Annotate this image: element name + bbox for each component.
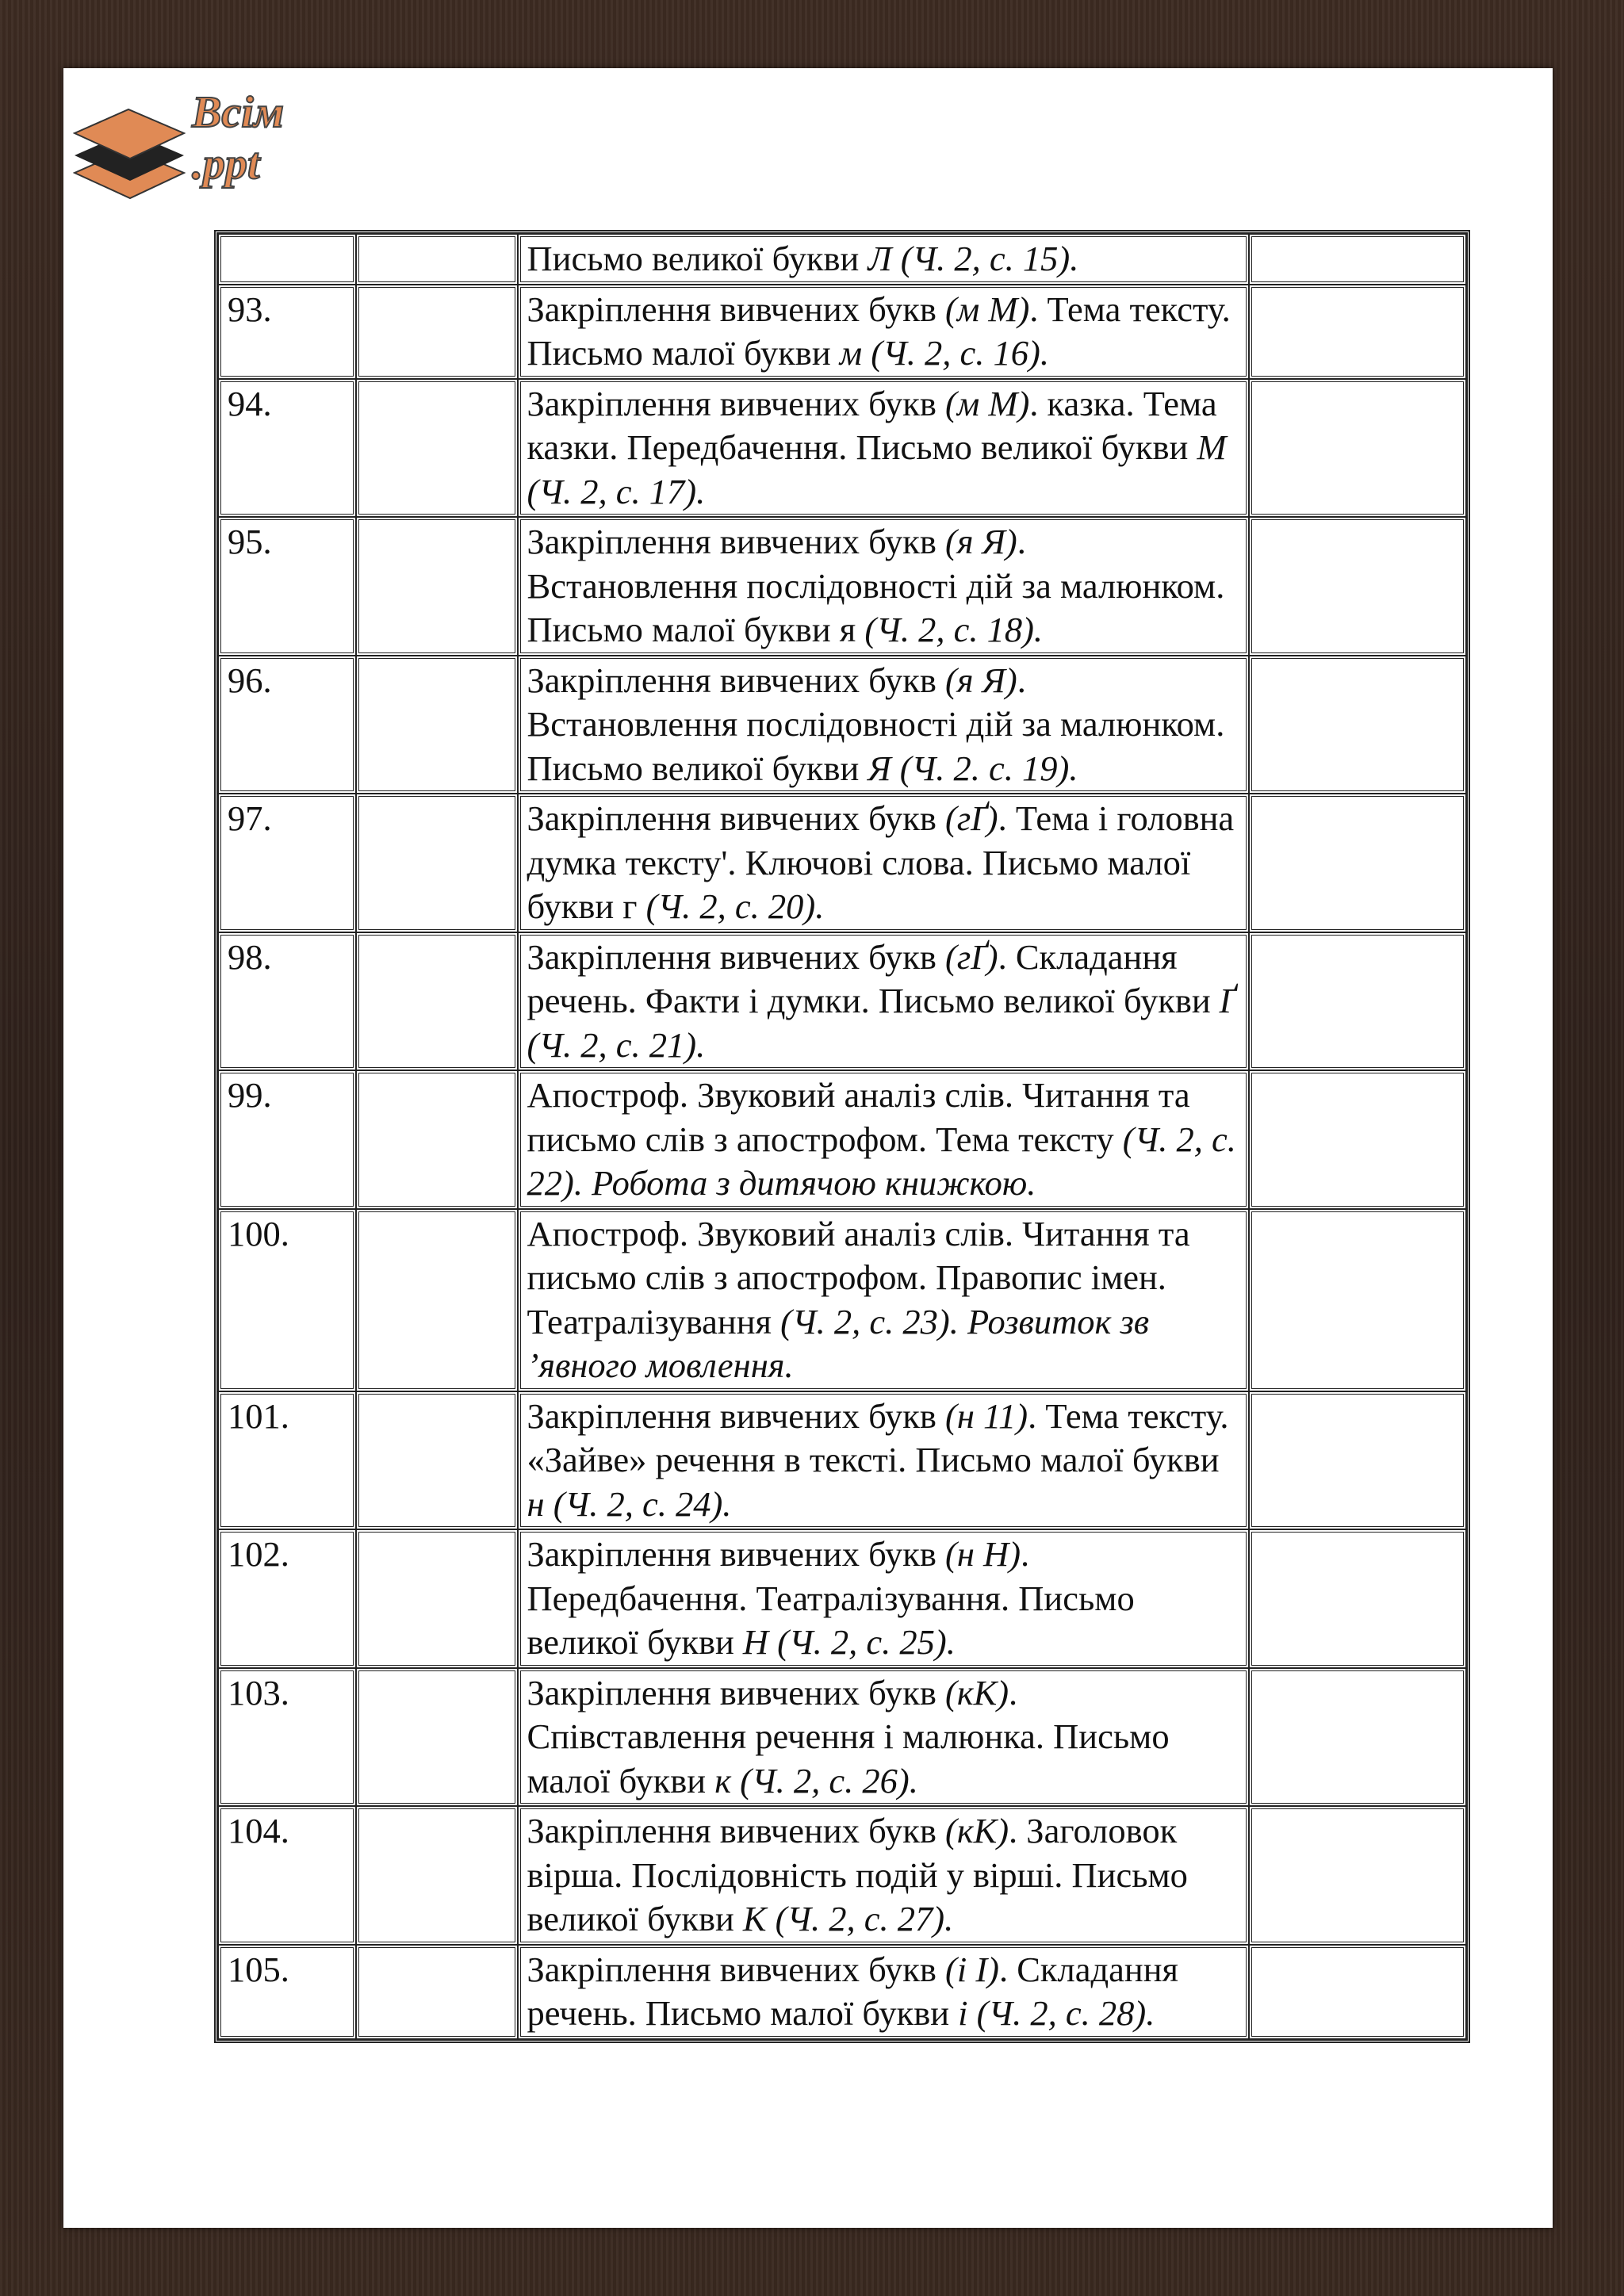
topic-italic-text: (Ч. 2, с. 20). [645,886,825,926]
notes-cell [1249,1391,1466,1530]
table-row [218,1668,1466,1807]
empty-cell [356,1945,518,2039]
topic-italic-text: н (Ч. 2, с. 24). [527,1483,732,1524]
notes-cell [1249,234,1466,285]
topic-italic-text: Н (Ч. 2, с. 25). [742,1622,956,1662]
lesson-topic [518,285,1250,379]
lesson-topic [518,1529,1250,1668]
topic-text: Закріплення вивчених букв [527,936,946,977]
table-row [218,234,1466,285]
lesson-number: 93. [218,285,356,379]
notes-cell [1249,285,1466,379]
topic-italic-text: (я Я) [945,660,1017,700]
topic-text: . казка. Тема казки. Передбачення. Письмо великої букви [527,383,1217,467]
topic-text: Закріплення вивчених букв [527,289,946,329]
topic-italic-text: м (Ч. 2, с. 16). [839,333,1049,373]
lesson-topic [518,1806,1250,1945]
topic-italic-text: (я Я) [945,522,1017,561]
lesson-topic [518,517,1250,656]
lesson-topic [518,794,1250,932]
table-row [218,1806,1466,1945]
topic-italic-text: (м М) [945,289,1030,329]
table-row [218,1391,1466,1530]
notes-cell [1249,517,1466,656]
empty-cell [356,234,518,285]
empty-cell [356,517,518,656]
topic-text: . Встановлення послідовності дій за малюнком. Письмо малої букви я [527,522,1225,649]
site-logo [73,79,327,206]
topic-text: Закріплення вивчених букв [527,1534,946,1574]
empty-cell [356,1529,518,1668]
notes-cell [1249,794,1466,932]
topic-italic-text: (гҐ) [945,798,998,838]
notes-cell [1249,1945,1466,2039]
lesson-topic [518,1668,1250,1807]
topic-italic-text: (кК) [945,1672,1009,1712]
table-row [218,379,1466,518]
table-row [218,1070,1466,1209]
table-row [218,517,1466,656]
topic-italic-text: Ґ (Ч. 2, с. 21). [527,981,1235,1065]
empty-cell [356,656,518,794]
lesson-number: 95. [218,517,356,656]
topic-text: . Складання речень. Факти і думки. Письмо великої букви [527,936,1220,1020]
topic-italic-text: (н Н) [945,1534,1021,1574]
notes-cell [1249,1529,1466,1668]
table-row [218,656,1466,794]
table-row [218,1529,1466,1668]
topic-text: Закріплення вивчених букв [527,1672,946,1712]
topic-text: Закріплення вивчених букв [527,1811,946,1850]
empty-cell [356,932,518,1071]
lesson-number: 98. [218,932,356,1071]
empty-cell [356,794,518,932]
notes-cell [1249,1668,1466,1807]
lesson-number: 99. [218,1070,356,1209]
lesson-plan-table [214,230,1470,2043]
topic-italic-text: (Ч. 2, с. 18). [864,610,1044,649]
topic-text: . Складання речень. Письмо малої букви [527,1949,1178,2033]
lesson-number: 96. [218,656,356,794]
lesson-number [218,234,356,285]
topic-text: Письмо великої букви [527,239,868,278]
topic-italic-text: (м М) [945,383,1030,423]
topic-italic-text: Л (Ч. 2, с. 15). [868,239,1079,278]
notes-cell [1249,932,1466,1071]
topic-text: Закріплення вивчених букв [527,1949,946,1989]
topic-text: Закріплення вивчених букв [527,522,946,561]
topic-italic-text: (кК) [945,1811,1009,1850]
lesson-topic [518,379,1250,518]
notes-cell [1249,1070,1466,1209]
topic-text: . Тема і головна думка тексту'. Ключові слова. Письмо малої букви г [527,798,1235,926]
topic-text: Закріплення вивчених букв [527,383,946,423]
empty-cell [356,1209,518,1391]
topic-text: . Встановлення послідовності дій за малюнком. Письмо великої букви [527,660,1225,788]
topic-text: Закріплення вивчених букв [527,660,946,700]
notes-cell [1249,379,1466,518]
notes-cell [1249,1209,1466,1391]
lesson-number: 104. [218,1806,356,1945]
topic-text: Апостроф. Звуковий аналіз слів. Читання та письмо слів з апострофом. Правопис імен. Театралізування [527,1213,1190,1341]
lesson-number: 103. [218,1668,356,1807]
logo-text-line1: Всім [192,88,285,137]
empty-cell [356,1070,518,1209]
notes-cell [1249,1806,1466,1945]
topic-italic-text: к (Ч. 2, с. 26). [714,1760,918,1800]
lesson-number: 100. [218,1209,356,1391]
topic-text: . Передбачення. Театралізування. Письмо великої букви [527,1534,1135,1662]
empty-cell [356,379,518,518]
lesson-topic [518,1209,1250,1391]
lesson-number: 102. [218,1529,356,1668]
topic-italic-text: М (Ч. 2, с. 17). [527,427,1227,511]
empty-cell [356,1391,518,1530]
lesson-topic [518,656,1250,794]
topic-text: . Заголовок вірша. Послідовність подій у вірші. Письмо великої букви [527,1811,1188,1938]
empty-cell [356,1806,518,1945]
topic-italic-text: і (Ч. 2, с. 28). [958,1993,1155,2033]
empty-cell [356,1668,518,1807]
lesson-number: 105. [218,1945,356,2039]
topic-text: Закріплення вивчених букв [527,1395,946,1436]
topic-italic-text: (Ч. 2, с. 22). Робота з дитячою книжкою. [527,1119,1236,1203]
topic-text: . Тема тексту. Письмо малої букви [527,289,1231,373]
topic-italic-text: К (Ч. 2, с. 27). [742,1899,954,1938]
table-row [218,1209,1466,1391]
lesson-number: 94. [218,379,356,518]
topic-italic-text: Я (Ч. 2. с. 19). [868,748,1078,788]
logo-text-line2: .ppt [192,140,260,189]
topic-italic-text: (і І) [945,1949,999,1989]
table-row [218,794,1466,932]
empty-cell [356,285,518,379]
lesson-topic [518,932,1250,1071]
lesson-topic [518,234,1250,285]
table-row [218,1945,1466,2039]
topic-text: Апостроф. Звуковий аналіз слів. Читання та письмо слів з апострофом. Тема тексту [527,1075,1190,1159]
lesson-topic [518,1945,1250,2039]
lesson-topic [518,1391,1250,1530]
topic-text: . Тема тексту. «Зайве» речення в тексті. Письмо малої букви [527,1395,1229,1479]
table-row [218,285,1466,379]
lesson-topic [518,1070,1250,1209]
lesson-number: 101. [218,1391,356,1530]
topic-text: . Співставлення речення і малюнка. Письмо малої букви [527,1672,1170,1800]
topic-italic-text: (н 11) [945,1395,1028,1436]
topic-italic-text: (Ч. 2, с. 23). Розвиток зв ’явного мовлення. [527,1301,1150,1385]
topic-italic-text: (гҐ) [945,936,998,977]
topic-text: Закріплення вивчених букв [527,798,946,838]
notes-cell [1249,656,1466,794]
lesson-number: 97. [218,794,356,932]
table-row [218,932,1466,1071]
